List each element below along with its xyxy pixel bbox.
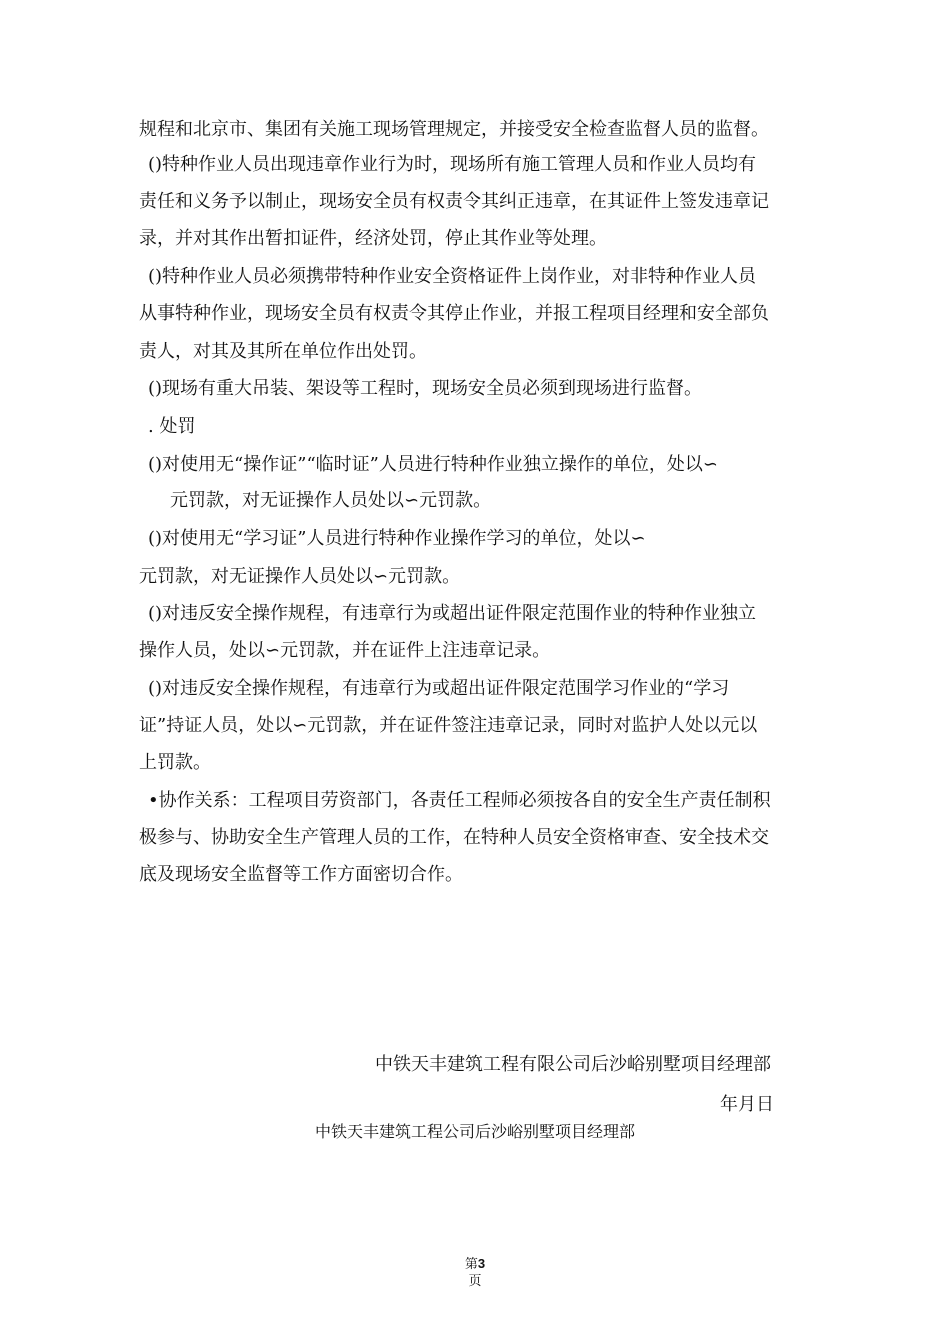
page-prefix: 第 [464, 1257, 478, 1272]
body-line: ()对使用无“学习证”人员进行特种作业操作学习的单位，处以∽ [148, 528, 646, 549]
body-line: 上罚款。 [139, 752, 211, 773]
body-line: 规程和北京市、集团有关施工现场管理规定，并接受安全检查监督人员的监督。 [139, 119, 769, 140]
section-heading: . 处罚 [148, 416, 196, 437]
body-line: 极参与、协助安全生产管理人员的工作，在特种人员安全资格审查、安全技术交 [139, 827, 769, 848]
body-line: ()现场有重大吊装、架设等工程时，现场安全员必须到现场进行监督。 [148, 378, 703, 399]
body-line: 录，并对其作出暂扣证件，经济处罚，停止其作业等处理。 [139, 228, 607, 249]
body-line: ()对违反安全操作规程，有违章行为或超出证件限定范围学习作业的“学习 [148, 678, 730, 699]
body-line: ()特种作业人员必须携带特种作业安全资格证件上岗作业，对非特种作业人员 [148, 266, 757, 287]
body-line: ()对违反安全操作规程，有违章行为或超出证件限定范围作业的特种作业独立 [148, 603, 757, 624]
body-line: ()特种作业人员出现违章作业行为时，现场所有施工管理人员和作业人员均有 [148, 154, 757, 175]
page-number [0, 1256, 950, 1273]
body-line: 元罚款，对无证操作人员处以∽元罚款。 [139, 566, 461, 587]
body-line: 从事特种作业，现场安全员有权责令其停止作业，并报工程项目经理和安全部负 [139, 303, 769, 324]
body-line: •协作关系：工程项目劳资部门，各责任工程师必须按各自的安全生产责任制积 [148, 790, 771, 811]
page-suffix: 页 [468, 1274, 482, 1289]
body-line: 操作人员，处以∽元罚款，并在证件上注违章记录。 [139, 640, 551, 661]
footer-organization: 中铁天丰建筑工程公司后沙峪别墅项目经理部 [314, 1122, 635, 1141]
body-line: 证”持证人员，处以∽元罚款，并在证件签注违章记录，同时对监护人处以元以 [139, 715, 758, 736]
signature-organization: 中铁天丰建筑工程有限公司后沙峪别墅项目经理部 [375, 1054, 771, 1075]
body-line: ()对使用无“操作证”“临时证”人员进行特种作业独立操作的单位，处以∽ [148, 454, 718, 475]
body-line: 元罚款，对无证操作人员处以∽元罚款。 [170, 490, 492, 511]
page-number-value: 3 [477, 1256, 486, 1271]
body-line: 底及现场安全监督等工作方面密切合作。 [139, 864, 463, 885]
body-line: 责人，对其及其所在单位作出处罚。 [139, 341, 427, 362]
body-line: 责任和义务予以制止，现场安全员有权责令其纠正违章，在其证件上签发违章记 [139, 191, 769, 212]
signature-date: 年月日 [720, 1094, 774, 1115]
